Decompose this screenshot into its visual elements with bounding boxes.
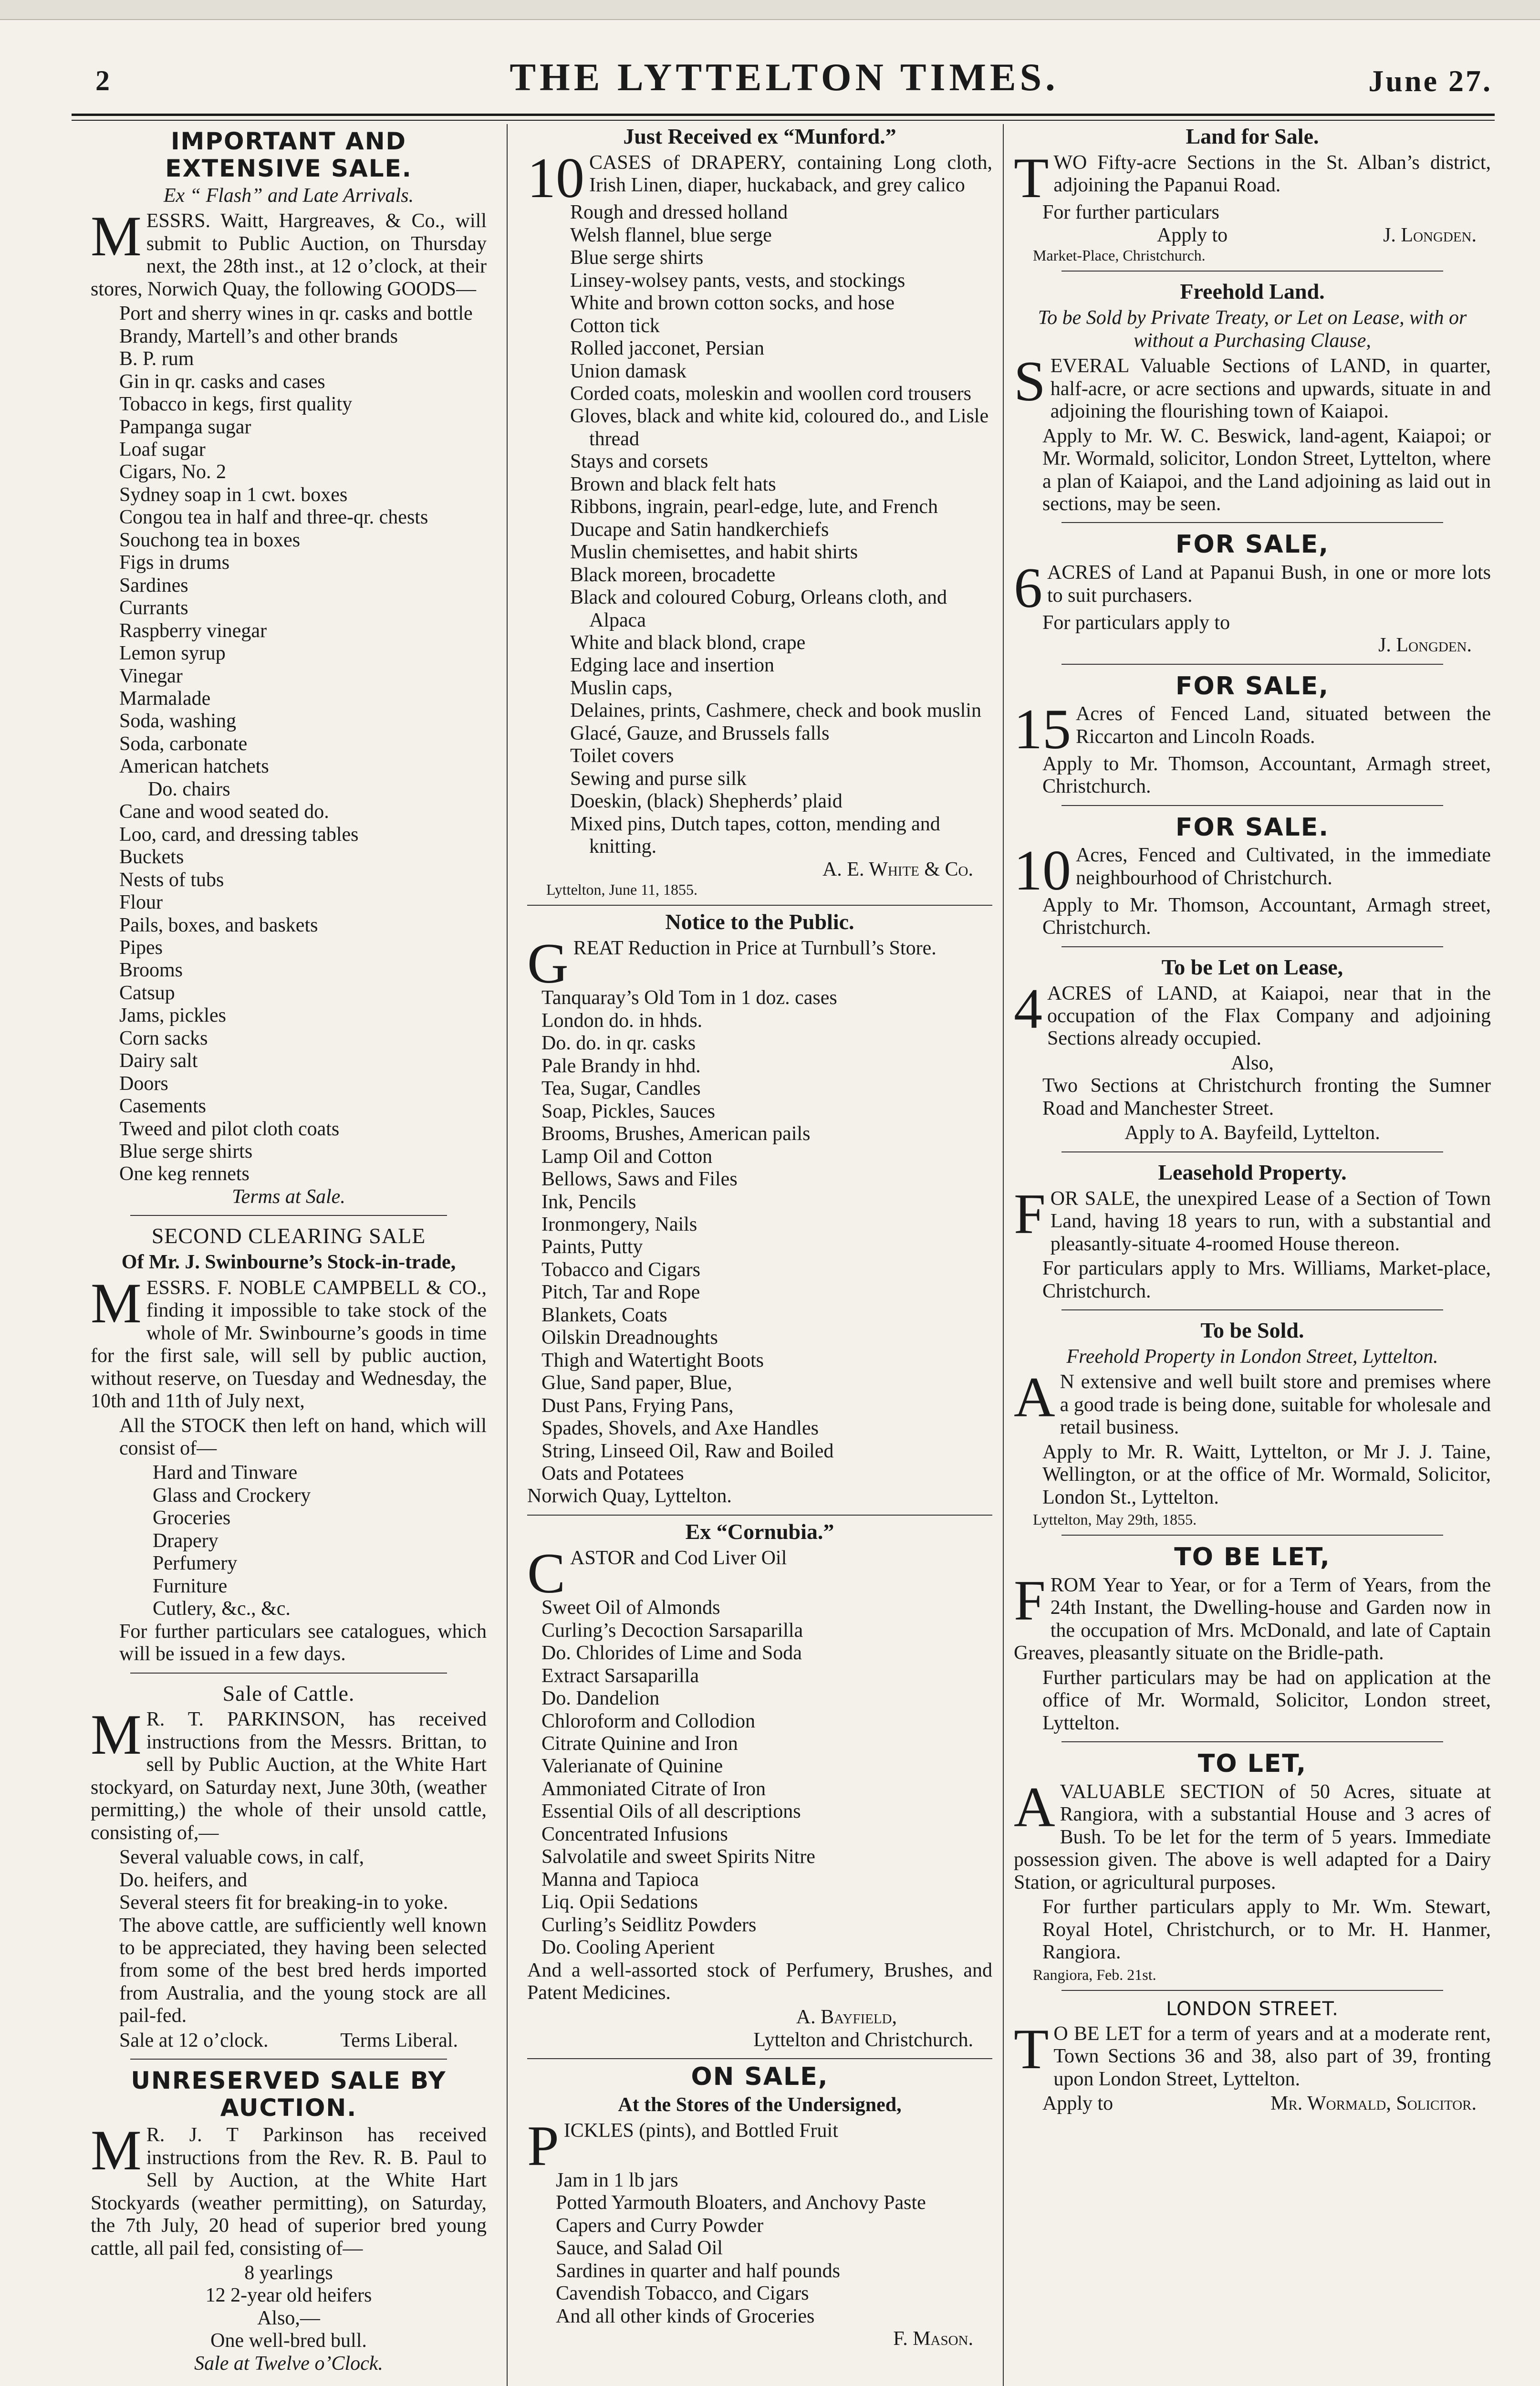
list-item: Curling’s Seidlitz Powders: [541, 1914, 757, 1936]
list-item: Tanquaray’s Old Tom in 1 doz. cases: [541, 987, 837, 1009]
list-item: Nests of tubs: [119, 869, 224, 891]
signature: Apply to A. Bayfeild, Lyttelton.: [1124, 1122, 1380, 1144]
advert-footer: For further particulars see catalogues, which will be issued in a few days.: [119, 1620, 487, 1665]
apply-label: Apply to: [1157, 224, 1228, 246]
signature: A. E. White & Co.: [822, 858, 973, 880]
advert-heading: Freehold Land.: [1180, 279, 1325, 304]
list-item: Ironmongery, Nails: [541, 1214, 697, 1235]
advert-important-sale: [91, 128, 487, 1208]
also-label: Also,: [1231, 1052, 1274, 1074]
dateline: Lyttelton, May 29th, 1855.: [1033, 1511, 1197, 1528]
closing: And a well-assorted stock of Perfumery, Brushes, and Patent Medicines.: [527, 1959, 992, 2004]
list-item: Valerianate of Quinine: [541, 1755, 723, 1778]
list-item: Citrate Quinine and Iron: [541, 1732, 738, 1755]
list-item: Oats and Potatees: [541, 1462, 684, 1485]
separator: [130, 1673, 447, 1674]
list-item: Cutlery, &c., &c.: [153, 1598, 291, 1620]
advert-intro: AVALUABLE SECTION of 50 Acres, situate at Rangiora, with a substantial House and 3 acres of Bush. To be let for the term of 5 years. Immediate possession given. The above is well adapted for a Dairy Station, or agricultural purposes.: [1014, 1775, 1491, 1894]
list-item: Doors: [119, 1072, 168, 1095]
advert-heading: FOR SALE.: [1176, 813, 1329, 842]
drop-cap: M: [91, 204, 142, 268]
advert-to-be-let: [1014, 1543, 1491, 1735]
list-item: Loaf sugar: [119, 438, 206, 460]
cattle-list: [91, 2262, 487, 2353]
drop-cap: M: [91, 1703, 142, 1767]
list-item: London do. in hhds.: [541, 1009, 703, 1032]
advert-heading: FOR SALE,: [1176, 671, 1329, 701]
advert-heading: Leasehold Property.: [1158, 1160, 1347, 1184]
list-item: Manna and Tapioca: [541, 1868, 699, 1891]
drop-cap: 4: [1014, 976, 1042, 1040]
list-item: Brown and black felt hats: [570, 473, 776, 495]
column-3: [1014, 124, 1491, 2386]
list-item: Thigh and Watertight Boots: [541, 1349, 764, 1371]
goods-list: [527, 987, 992, 1485]
list-item: Curling’s Decoction Sarsaparilla: [541, 1619, 803, 1642]
list-item: Furniture: [153, 1575, 228, 1597]
separator: [1061, 1309, 1443, 1310]
advert-body: Apply to Mr. Thomson, Accountant, Armagh street, Christchurch.: [1042, 894, 1491, 939]
list-item: Souchong tea in boxes: [119, 529, 301, 551]
list-item: Vinegar: [119, 665, 183, 687]
list-item: Cigars, No. 2: [119, 461, 226, 483]
advert-body: Apply to Mr. W. C. Beswick, land-agent, Kaiapoi; or Mr. Wormald, solicitor, London Street, Lyttelton, where a plan of Kaiapoi, and the Land adjoining as laid out in sections, may be seen.: [1042, 425, 1491, 515]
advert-subheading: Ex “ Flash” and Late Arrivals.: [163, 185, 414, 207]
drop-cap: 10: [1014, 838, 1071, 902]
list-item: Corn sacks: [119, 1027, 208, 1049]
list-item: Tea, Sugar, Candles: [541, 1078, 701, 1100]
dateline: Rangiora, Feb. 21st.: [1033, 1966, 1156, 1983]
advert-heading: Land for Sale.: [1186, 124, 1319, 148]
masthead-rule: [72, 114, 1495, 121]
advert-body: For particulars apply to Mrs. Williams, Market-place, Christchurch.: [1042, 1257, 1491, 1302]
advert-to-be-let-on-lease: [1014, 955, 1491, 1145]
list-item: Concentrated Infusions: [541, 1823, 728, 1845]
list-item: Do. do. in qr. casks: [541, 1032, 696, 1055]
list-item: Soap, Pickles, Sauces: [541, 1100, 715, 1122]
list-item: Catsup: [119, 982, 175, 1004]
advert-intro: A N extensive and well built store and premises where a good trade is being done, suitable for wholesale and retail business.: [1014, 1365, 1491, 1439]
advert-heading: LONDON STREET.: [1166, 1998, 1339, 2020]
apply-row: [1014, 2093, 1491, 2115]
advert-intro: 10 CASES of DRAPERY, containing Long cloth, Irish Linen, diaper, huckaback, and grey calico: [527, 146, 992, 209]
list-item: Currants: [119, 597, 188, 619]
advert-munford: [527, 124, 992, 898]
list-item: Glue, Sand paper, Blue,: [541, 1372, 732, 1394]
advert-heading: To be Sold.: [1200, 1318, 1304, 1342]
advert-intro: 10 Acres, Fenced and Cultivated, in the immediate neighbourhood of Christchurch.: [1014, 838, 1491, 902]
list-item: Ammoniated Citrate of Iron: [541, 1778, 766, 1800]
list-item: Extract Sarsaparilla: [541, 1664, 699, 1687]
drop-cap: T: [1014, 2017, 1049, 2081]
list-item: Several valuable cows, in calf,: [119, 1846, 364, 1869]
list-item: Cavendish Tobacco, and Cigars: [556, 2282, 809, 2305]
terms: Terms at Sale.: [232, 1185, 345, 1208]
advert-freehold-land: [1014, 279, 1491, 515]
separator: [1061, 1741, 1443, 1742]
list-item: Tobacco and Cigars: [541, 1258, 700, 1281]
list-item: Buckets: [119, 846, 184, 869]
signature: A. Bayfield,: [796, 2006, 897, 2029]
drop-cap: A: [1014, 1365, 1055, 1429]
list-item: Port and sherry wines in qr. casks and bottle: [119, 303, 473, 325]
drop-cap: T: [1014, 146, 1049, 209]
advert-on-sale: [527, 2063, 992, 2350]
advert-intro: T O BE LET for a term of years and at a moderate rent, Town Sections 36 and 38, also part of 39, fronting upon London Street, Lyttelton.: [1014, 2017, 1491, 2090]
list-item: Also,—: [257, 2307, 320, 2329]
page-number: 2: [95, 65, 110, 96]
list-item: Do. heifers, and: [119, 1869, 248, 1891]
drop-cap: S: [1014, 349, 1046, 413]
advert-intro: M R. T. PARKINSON, has received instructions from the Messrs. Brittan, to sell by Public Auction, at the White Hart stockyard, on Saturday next, June 30th, (weather permitting,) the whole of their unsold cattle, consisting of,—: [91, 1703, 487, 1844]
column-2: [527, 124, 992, 2386]
drop-cap: 6: [1014, 556, 1042, 620]
signature: J. Longden.: [1378, 634, 1472, 657]
list-item: Lemon syrup: [119, 642, 226, 665]
drop-cap: M: [91, 2118, 142, 2182]
list-item: Brandy, Martell’s and other brands: [119, 325, 398, 347]
list-item: American hatchets: [119, 755, 269, 778]
list-item: Doeskin, (black) Shepherds’ plaid: [570, 790, 843, 813]
advert-leasehold-property: [1014, 1160, 1491, 1303]
cattle-list: [91, 1846, 487, 1914]
goods-list: [91, 303, 487, 1186]
list-item: Union damask: [570, 360, 687, 382]
list-item: Dust Pans, Frying Pans,: [541, 1394, 734, 1417]
list-item: Pipes: [119, 936, 163, 959]
list-item: Tobacco in kegs, first quality: [119, 393, 353, 416]
advert-intro: MESSRS. F. NOBLE CAMPBELL & CO., finding it impossible to take stock of the whole of Mr. Swinbourne’s goods in time for the first sale, will sell by public auction, without reserve, on Tuesday and Wednesday, the 10th and 11th of July next,: [91, 1271, 487, 1413]
advert-heading: IMPORTANT AND EXTENSIVE SALE.: [165, 127, 412, 182]
list-item: Groceries: [153, 1507, 231, 1529]
list-item: Do. Chlorides of Lime and Soda: [541, 1642, 802, 1664]
drop-cap: A: [1014, 1775, 1055, 1839]
separator: [1061, 522, 1443, 523]
advert-intro: 6 ACRES of Land at Papanui Bush, in one or more lots to suit purchasers.: [1014, 556, 1491, 620]
drop-cap: F: [1014, 1569, 1046, 1633]
list-item: Mixed pins, Dutch tapes, cotton, mending and knitting.: [570, 813, 940, 858]
separator: [130, 1215, 447, 1216]
sale-time: Sale at 12 o’clock.: [119, 2029, 269, 2051]
separator: [1061, 946, 1443, 947]
list-item: Do. chairs: [148, 778, 230, 800]
advert-body: Apply to Mr. R. Waitt, Lyttelton, or Mr J. J. Taine, Wellington, or at the office of Mr. Wormald, Solicitor, London St., Lyttelton.: [1042, 1441, 1491, 1508]
advert-heading: Sale of Cattle.: [222, 1681, 355, 1706]
list-item: Soda, carbonate: [119, 733, 248, 755]
advert-for-sale-10-acres: [1014, 814, 1491, 940]
list-item: Pale Brandy in hhd.: [541, 1055, 701, 1077]
advert-intro: 15 Acres of Fenced Land, situated between the Riccarton and Lincoln Roads.: [1014, 697, 1491, 761]
list-item: Ink, Pencils: [541, 1191, 636, 1213]
advert-body: For further particulars apply to Mr. Wm. Stewart, Royal Hotel, Christchurch, or to Mr. H. Hanmer, Rangiora.: [1042, 1896, 1491, 1964]
list-item: Pails, boxes, and baskets: [119, 914, 318, 936]
list-item: Muslin chemisettes, and habit shirts: [570, 541, 858, 564]
apply-label: Apply to: [1042, 2093, 1113, 2115]
goods-list: [527, 2169, 992, 2328]
advert-heading: UNRESERVED SALE BY AUCTION.: [131, 2067, 447, 2122]
advert-line: For further particulars: [1042, 201, 1219, 224]
separator: [1061, 1990, 1443, 1991]
place: Market-Place, Christchurch.: [1033, 247, 1206, 264]
masthead: [67, 45, 1502, 117]
advert-unreserved-sale: [91, 2067, 487, 2375]
list-item: Blankets, Coats: [541, 1304, 667, 1326]
list-item: Toilet covers: [570, 745, 674, 767]
list-item: Welsh flannel, blue serge: [570, 224, 772, 246]
list-item: Brooms: [119, 959, 183, 982]
advert-notice-to-public: [527, 910, 992, 1508]
list-item: Do. Dandelion: [541, 1687, 660, 1710]
advert-intro: CASTOR and Cod Liver Oil: [527, 1541, 787, 1605]
list-item: Bellows, Saws and Files: [541, 1168, 738, 1191]
list-item: Ducape and Satin handkerchiefs: [570, 518, 829, 541]
list-item: Delaines, prints, Cashmere, check and book muslin: [570, 700, 981, 722]
list-item: Spades, Shovels, and Axe Handles: [541, 1417, 819, 1440]
signature: F. Mason.: [893, 2328, 973, 2350]
list-item: Sardines: [119, 574, 188, 596]
list-item: Liq. Opii Sedations: [541, 1891, 698, 1914]
list-item: Several steers fit for breaking-in to yoke.: [119, 1892, 448, 1914]
list-item: Sardines in quarter and half pounds: [556, 2260, 841, 2282]
list-item: White and black blond, crape: [570, 631, 806, 654]
separator: [1061, 664, 1443, 665]
separator: [527, 2058, 992, 2059]
place: Lyttelton and Christchurch.: [753, 2029, 973, 2051]
list-item: Cane and wood seated do.: [119, 801, 329, 823]
advert-heading: Just Received ex “Munford.”: [623, 124, 896, 148]
advert-body: Further particulars may be had on application at the office of Mr. Wormald, Solicitor, London street, Lyttelton.: [1042, 1666, 1491, 1734]
list-item: Edging lace and insertion: [570, 654, 775, 677]
advert-body: The above cattle, are sufficiently well known to be appreciated, they having been selected from some of the best bred herds imported from Australia, and the young stock are all pail-fed.: [119, 1914, 487, 2027]
list-item: B. P. rum: [119, 348, 194, 370]
advert-to-be-sold: [1014, 1318, 1491, 1528]
list-item: Casements: [119, 1095, 206, 1118]
advert-subheading: Of Mr. J. Swinbourne’s Stock-in-trade,: [121, 1251, 456, 1274]
advert-body: Two Sections at Christchurch fronting the Sumner Road and Manchester Street.: [1042, 1075, 1491, 1120]
list-item: Figs in drums: [119, 552, 230, 574]
advert-intro: PICKLES (pints), and Bottled Fruit: [527, 2114, 838, 2177]
drapery-list: [527, 201, 992, 858]
advert-subheading: To be Sold by Private Treaty, or Let on Lease, with or without a Purchasing Clause,: [1038, 307, 1467, 352]
list-item: Rough and dressed holland: [570, 201, 788, 224]
list-item: Sweet Oil of Almonds: [541, 1597, 720, 1619]
list-item: One well-bred bull.: [210, 2330, 367, 2352]
medicine-list: [527, 1597, 992, 1959]
list-item: Tweed and pilot cloth coats: [119, 1118, 340, 1140]
column-divider-1: [507, 124, 508, 2386]
closing: Sale at Twelve o’Clock.: [194, 2352, 383, 2375]
list-item: Raspberry vinegar: [119, 619, 267, 642]
advert-subheading: At the Stores of the Undersigned,: [618, 2094, 902, 2116]
dateline: Lyttelton, June 11, 1855.: [546, 880, 698, 898]
list-item: Corded coats, moleskin and woollen cord trousers: [570, 382, 971, 405]
advert-body: Apply to Mr. Thomson, Accountant, Armagh street, Christchurch.: [1042, 753, 1491, 798]
advert-to-let: [1014, 1750, 1491, 1983]
terms: Terms Liberal.: [340, 2029, 458, 2051]
drop-cap: G: [527, 931, 569, 995]
list-item: White and brown cotton socks, and hose: [570, 292, 895, 314]
list-item: Marmalade: [119, 687, 211, 710]
list-item: Drapery: [153, 1529, 219, 1552]
list-item: Rolled jacconet, Persian: [570, 337, 765, 360]
advert-cornubia: [527, 1519, 992, 2051]
list-item: Gin in qr. casks and cases: [119, 370, 325, 393]
list-item: Potted Yarmouth Bloaters, and Anchovy Paste: [556, 2192, 926, 2214]
list-item: String, Linseed Oil, Raw and Boiled: [541, 1440, 834, 1462]
list-item: Sewing and purse silk: [570, 767, 747, 790]
list-item: Stays and corsets: [570, 450, 708, 473]
advert-heading: FOR SALE,: [1176, 530, 1329, 559]
advert-intro: M R. J. T Parkinson has received instructions from the Rev. R. B. Paul to Sell by Auction, at the White Hart Stockyards (weather permitting), on Saturday, the 7th July, 20 head of superior bred young cattle, all pail fed, consisting of—: [91, 2118, 487, 2260]
list-item: Chloroform and Collodion: [541, 1710, 755, 1732]
list-item: Paints, Putty: [541, 1236, 643, 1258]
list-item: Congou tea in half and three-qr. chests: [119, 506, 428, 529]
separator: [1061, 1535, 1443, 1536]
advert-subheading: Freehold Property in London Street, Lyttelton.: [1066, 1345, 1438, 1368]
column-1: [91, 124, 487, 2386]
list-item: Dairy salt: [119, 1050, 198, 1072]
list-item: 8 yearlings: [244, 2262, 333, 2284]
advert-for-sale-15-acres: [1014, 672, 1491, 798]
address: Norwich Quay, Lyttelton.: [527, 1485, 732, 1507]
advert-heading: TO BE LET,: [1174, 1543, 1331, 1572]
list-item: Blue serge shirts: [119, 1141, 253, 1163]
advert-heading: ON SALE,: [691, 2062, 829, 2092]
list-item: Lamp Oil and Cotton: [541, 1145, 713, 1168]
separator: [1061, 805, 1443, 806]
advert-line: For particulars apply to: [1042, 611, 1230, 634]
advert-intro: SEVERAL Valuable Sections of LAND, in quarter, half-acre, or acre sections and upwards, situate in and adjoining the flourishing town of Kaiapoi.: [1014, 349, 1491, 423]
advert-london-street: [1014, 1999, 1491, 2115]
list-item: Pitch, Tar and Rope: [541, 1281, 700, 1304]
separator: [1061, 1151, 1443, 1152]
signature: Mr. Wormald, Solicitor.: [1270, 2093, 1477, 2115]
list-item: Muslin caps,: [570, 677, 673, 699]
advert-land-for-sale: [1014, 124, 1491, 264]
list-item: 12 2-year old heifers: [205, 2284, 372, 2307]
separator: [527, 905, 992, 906]
list-item: Capers and Curry Powder: [556, 2214, 764, 2237]
advert-heading: Notice to the Public.: [665, 910, 854, 934]
list-item: Jam in 1 lb jars: [556, 2169, 678, 2191]
newspaper-title: THE LYTTELTON TIMES.: [510, 55, 1059, 99]
separator: [1061, 271, 1443, 272]
list-item: Jams, pickles: [119, 1005, 226, 1027]
list-item: Do. Cooling Aperient: [541, 1936, 715, 1959]
list-item: Glacé, Gauze, and Brussels falls: [570, 722, 830, 744]
advert-line: All the STOCK then left on hand, which will consist of—: [119, 1414, 487, 1459]
list-item: Ribbons, ingrain, pearl-edge, lute, and French: [570, 496, 938, 518]
list-item: One keg rennets: [119, 1163, 250, 1185]
list-item: Black moreen, brocadette: [570, 564, 776, 586]
drop-cap: 15: [1014, 697, 1071, 761]
drop-cap: 10: [527, 146, 584, 209]
list-item: Brooms, Brushes, American pails: [541, 1123, 811, 1145]
sale-terms-row: [91, 2030, 487, 2052]
apply-row: [1014, 224, 1491, 247]
list-item: Cotton tick: [570, 314, 660, 337]
separator: [130, 2059, 447, 2060]
separator: [527, 1515, 992, 1516]
column-divider-2: [1003, 124, 1004, 2386]
advert-intro: 4 ACRES of LAND, at Kaiapoi, near that in the occupation of the Flax Company and adjoining Sections already occupied.: [1014, 976, 1491, 1050]
advert-intro: MESSRS. Waitt, Hargreaves, & Co., will submit to Public Auction, on Thursday next, the 28th inst., at 12 o’clock, at their stores, Norwich Quay, the following GOODS—: [91, 204, 487, 300]
list-item: Soda, washing: [119, 710, 236, 733]
list-item: And all other kinds of Groceries: [556, 2305, 815, 2327]
list-item: Perfumery: [153, 1552, 238, 1575]
list-item: Black and coloured Coburg, Orleans cloth, and Alpaca: [570, 586, 947, 631]
advert-heading: Ex “Cornubia.”: [685, 1519, 834, 1544]
advert-heading: SECOND CLEARING SALE: [151, 1224, 426, 1248]
list-item: Salvolatile and sweet Spirits Nitre: [541, 1846, 815, 1868]
list-item: Glass and Crockery: [153, 1484, 311, 1507]
list-item: Essential Oils of all descriptions: [541, 1800, 801, 1823]
list-item: Loo, card, and dressing tables: [119, 823, 359, 846]
advert-heading: To be Let on Lease,: [1161, 954, 1343, 979]
list-item: Pampanga sugar: [119, 416, 251, 438]
advert-sale-of-cattle: [91, 1681, 487, 2052]
advert-heading: TO LET,: [1197, 1749, 1307, 1779]
list-item: Blue serge shirts: [570, 247, 704, 269]
list-item: Oilskin Dreadnoughts: [541, 1327, 718, 1349]
advert-intro: GREAT Reduction in Price at Turnbull’s Store.: [527, 931, 936, 995]
signature: J. Longden.: [1383, 224, 1477, 246]
advert-for-sale-6-acres: [1014, 531, 1491, 657]
list-item: Sydney soap in 1 cwt. boxes: [119, 483, 348, 506]
drop-cap: C: [527, 1541, 566, 1605]
list-item: Linsey-wolsey pants, vests, and stockings: [570, 269, 905, 292]
advert-intro: TWO Fifty-acre Sections in the St. Alban’s district, adjoining the Papanui Road.: [1014, 146, 1491, 209]
issue-date: June 27.: [1368, 64, 1492, 98]
advert-intro: FROM Year to Year, or for a Term of Years, from the 24th Instant, the Dwelling-house and Garden now in the occupation of Mrs. McDonald, and late of Captain Greaves, pleasantly situate on the Bridle-path.: [1014, 1569, 1491, 1664]
list-item: Gloves, black and white kid, coloured do., and Lisle thread: [570, 405, 989, 450]
list-item: Sauce, and Salad Oil: [556, 2237, 723, 2260]
top-edge-strip: [0, 0, 1540, 20]
advert-clearing-sale: [91, 1224, 487, 1665]
goods-list: [91, 1462, 487, 1620]
advert-intro: FOR SALE, the unexpired Lease of a Section of Town Land, having 18 years to run, with a substantial and pleasantly-situate 4-roomed House thereon.: [1014, 1182, 1491, 1255]
drop-cap: P: [527, 2114, 559, 2177]
drop-cap: F: [1014, 1182, 1046, 1245]
list-item: Hard and Tinware: [153, 1462, 298, 1484]
list-item: Flour: [119, 891, 163, 914]
drop-cap: M: [91, 1271, 142, 1335]
